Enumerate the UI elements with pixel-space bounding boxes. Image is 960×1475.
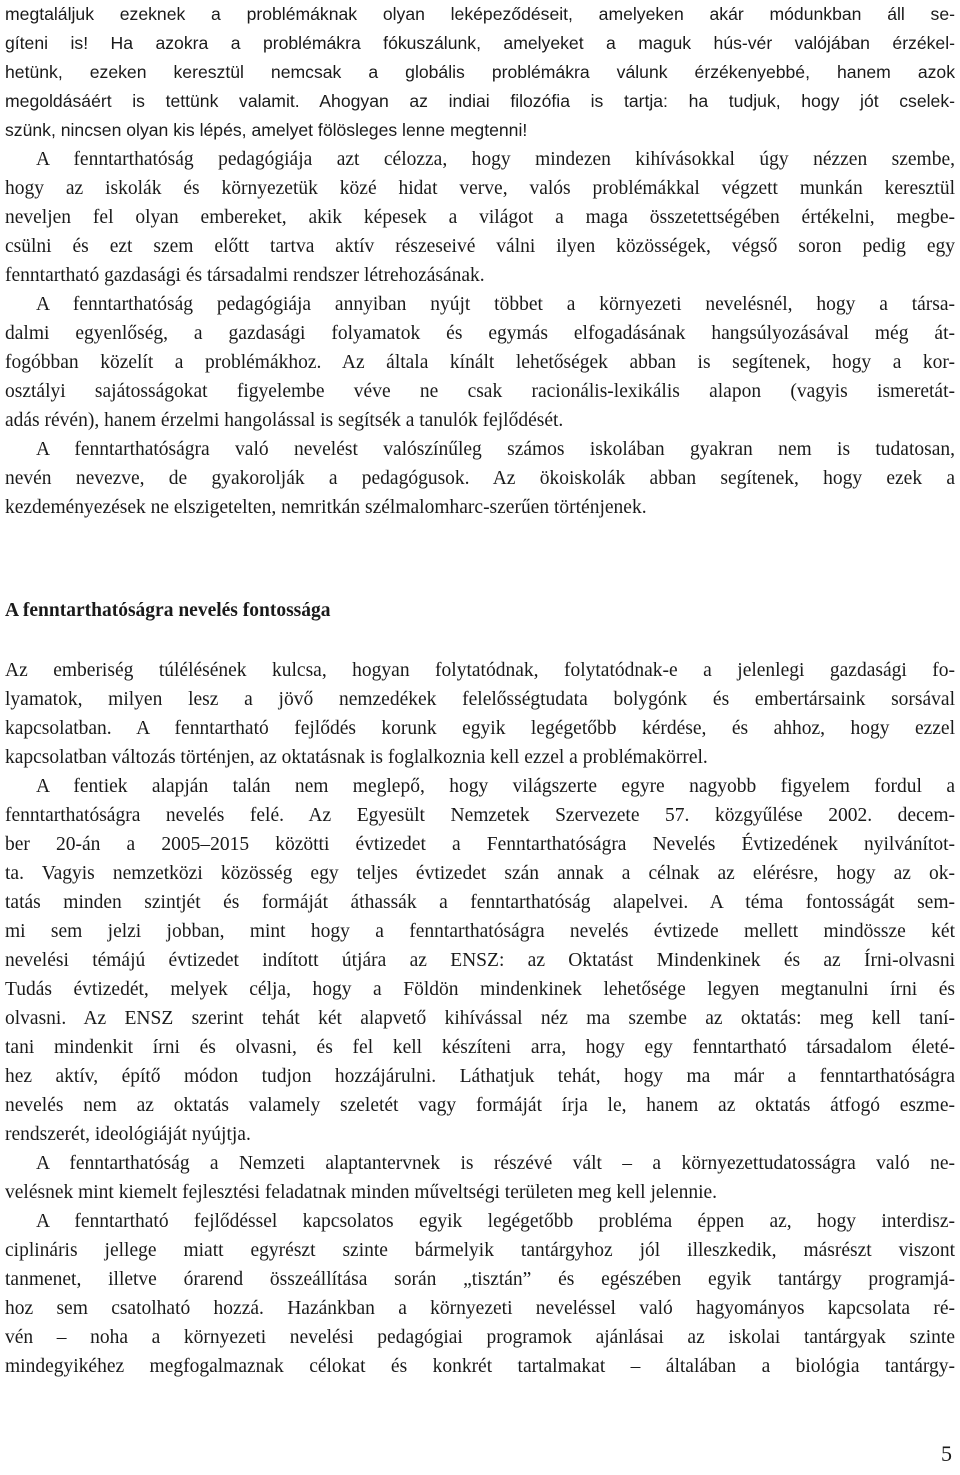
text-line: ber 20-án a 2005–2015 közötti évtizedet a Fenntarthatóságra Nevelés Évtizedének nyilvánítot- [5, 834, 955, 855]
text-line: fenntarthatóságra nevelés felé. Az Egyesült Nemzetek Szervezete 57. közgyűlése 2002. decem- [5, 805, 955, 826]
text-line: kapcsolatban változás történjen, az oktatásnak is foglalkoznia kell ezzel a problémakörrel. [5, 747, 708, 768]
text-line: Az emberiség túlélésének kulcsa, hogyan folytatódnak, folytatódnak-e a jelenlegi gazdasági fo- [5, 660, 955, 681]
text-line: gíteni is! Ha azokra a problémákra fókuszálunk, amelyeket a maguk hús-vér valójában érzékel- [5, 33, 955, 53]
text-line: nevén nevezve, de gyakorolják a pedagógusok. Az ökoiskolák abban segítenek, hogy ezek a [5, 468, 955, 489]
text-line: adás révén), hanem érzelmi hangolással is segítsék a tanulók fejlődését. [5, 410, 564, 431]
text-line: A fentiek alapján talán nem meglepő, hogy világszerte egyre nagyobb figyelem fordul a [36, 776, 955, 797]
text-line: ciplináris jellege miatt egyrészt szinte bármelyik tantárgyhoz jól illeszkedik, másrészt viszont [5, 1240, 955, 1261]
text-line: mindegyikéhez megfogalmaznak célokat és konkrét tartalmakat – általában a biológia tantárgy- [5, 1356, 955, 1377]
text-line: A fenntarthatóságra való nevelést valószínűleg számos iskolában gyakran nem is tudatosan, [36, 439, 955, 460]
text-line: osztályi sajátosságokat figyelembe véve ne csak racionális-lexikális alapon (vagyis ismeretát- [5, 381, 955, 402]
text-line: rendszerét, ideológiáját nyújtja. [5, 1124, 251, 1145]
text-line: csülni és ezt szem előtt tartva aktív részeseivé válni ilyen közösségek, végső soron pedig egy [5, 236, 955, 257]
text-line: vén – noha a környezeti nevelési pedagógiai programok ajánlásai az iskolai tantárgyak szinte [5, 1327, 955, 1348]
bottom-section [5, 656, 955, 1381]
text-line: ta. Vagyis nemzetközi közösség egy teljes évtizedet szán annak a célnak az elérésre, hogy az ok- [5, 863, 955, 884]
text-line: neveljen fel olyan embereket, akik képesek a világot a maga összetettségében értékelni, megbe- [5, 207, 955, 228]
text-line: megtaláljuk ezeknek a problémáknak olyan leképeződéseit, amelyeken akár módunkban áll se- [5, 4, 955, 24]
text-line: tatás minden szintjét és formáját áthassák a fenntarthatóság alapelvei. A téma fontosságát sem- [5, 892, 955, 913]
text-line: mi sem jelzi jobban, mint hogy a fenntarthatóságra nevelés évtizede mellett mindössze két [5, 921, 955, 942]
text-line: velésnek mint kiemelt fejlesztési feladatnak minden műveltségi területen meg kell jelennie. [5, 1182, 718, 1203]
section-heading: A fenntarthatóságra nevelés fontossága [5, 600, 331, 621]
text-line: dalmi egyenlőség, a gazdasági folyamatok és egymás elfogadásának hangsúlyozásával még át- [5, 323, 955, 344]
text-line: A fenntarthatóság pedagógiája annyiban nyújt többet a környezeti nevelésnél, hogy a társa- [36, 294, 955, 315]
text-line: hoz sem csatolható hozzá. Hazánkban a környezeti neveléssel való hagyományos kapcsolata ré- [5, 1298, 955, 1319]
text-line: tanmenet, illetve órarend összeállítása során „tisztán” és egészében egyik tantárgy programjá- [5, 1269, 955, 1290]
text-line: kapcsolatban. A fenntartható fejlődés korunk egyik legégetőbb kérdése, és ahhoz, hogy ezzel [5, 718, 955, 739]
text-line: kezdeményezések ne elszigetelten, nemritkán szélmalomharc-szerűen történjenek. [5, 497, 647, 518]
text-line: hetünk, ezeken keresztül nemcsak a globális problémákra válunk érzékenyebbé, hanem azok [5, 62, 955, 82]
text-line: nevelési témájú évtizedet indított útjára az ENSZ: az Oktatást Mindenkinek és az Írni-olvasni [5, 950, 955, 971]
text-line: Tudás évtizedét, melyek célja, hogy a Földön mindenkinek lehetősége legyen megtanulni írni és [5, 979, 955, 1000]
top-section [5, 0, 955, 522]
text-line: fogóbban közelít a problémákhoz. Az általa kínált lehetőségek abban is segítenek, hogy a kor- [5, 352, 955, 373]
text-line: A fenntarthatóság pedagógiája azt célozza, hogy mindezen kihívásokkal úgy nézzen szembe, [36, 149, 955, 170]
text-line: olvasni. Az ENSZ szerint tehát két alapvető kihívással néz ma szembe az oktatás: meg kell taní- [5, 1008, 955, 1029]
text-line: nevelés nem az oktatás valamely szeletét vagy formáját írja le, hanem az oktatás átfogó eszme- [5, 1095, 955, 1116]
text-line: hez aktív, építő módon tudjon hozzájárulni. Láthatjuk tehát, hogy ma már a fenntarthatóságra [5, 1066, 955, 1087]
text-line: A fenntartható fejlődéssel kapcsolatos egyik legégetőbb probléma éppen az, hogy interdisz- [36, 1211, 955, 1232]
text-line: tani mindenkit írni és olvasni, és fel kell készíteni arra, hogy egy fenntartható társadalom életé- [5, 1037, 955, 1058]
page-number: 5 [941, 1441, 952, 1466]
text-line: hogy az iskolák és környezetük közé hidat verve, valós problémákkal végzett munkán keresztül [5, 178, 955, 199]
text-line: A fenntarthatóság a Nemzeti alaptantervnek is részévé vált – a környezettudatosságra való ne- [36, 1153, 955, 1174]
text-line: szünk, nincsen olyan kis lépés, amelyet fölösleges lenne megtenni! [5, 120, 528, 140]
text-line: fenntartható gazdasági és társadalmi rendszer létrehozásának. [5, 265, 485, 286]
text-line: lyamatok, milyen lesz a jövő nemzedékek felelősségtudata bolygónk és embertársaink sorsával [5, 689, 955, 710]
text-line: megoldásáért is tettünk valamit. Ahogyan az indiai filozófia is tartja: ha tudjuk, hogy jót cselek- [5, 91, 955, 111]
